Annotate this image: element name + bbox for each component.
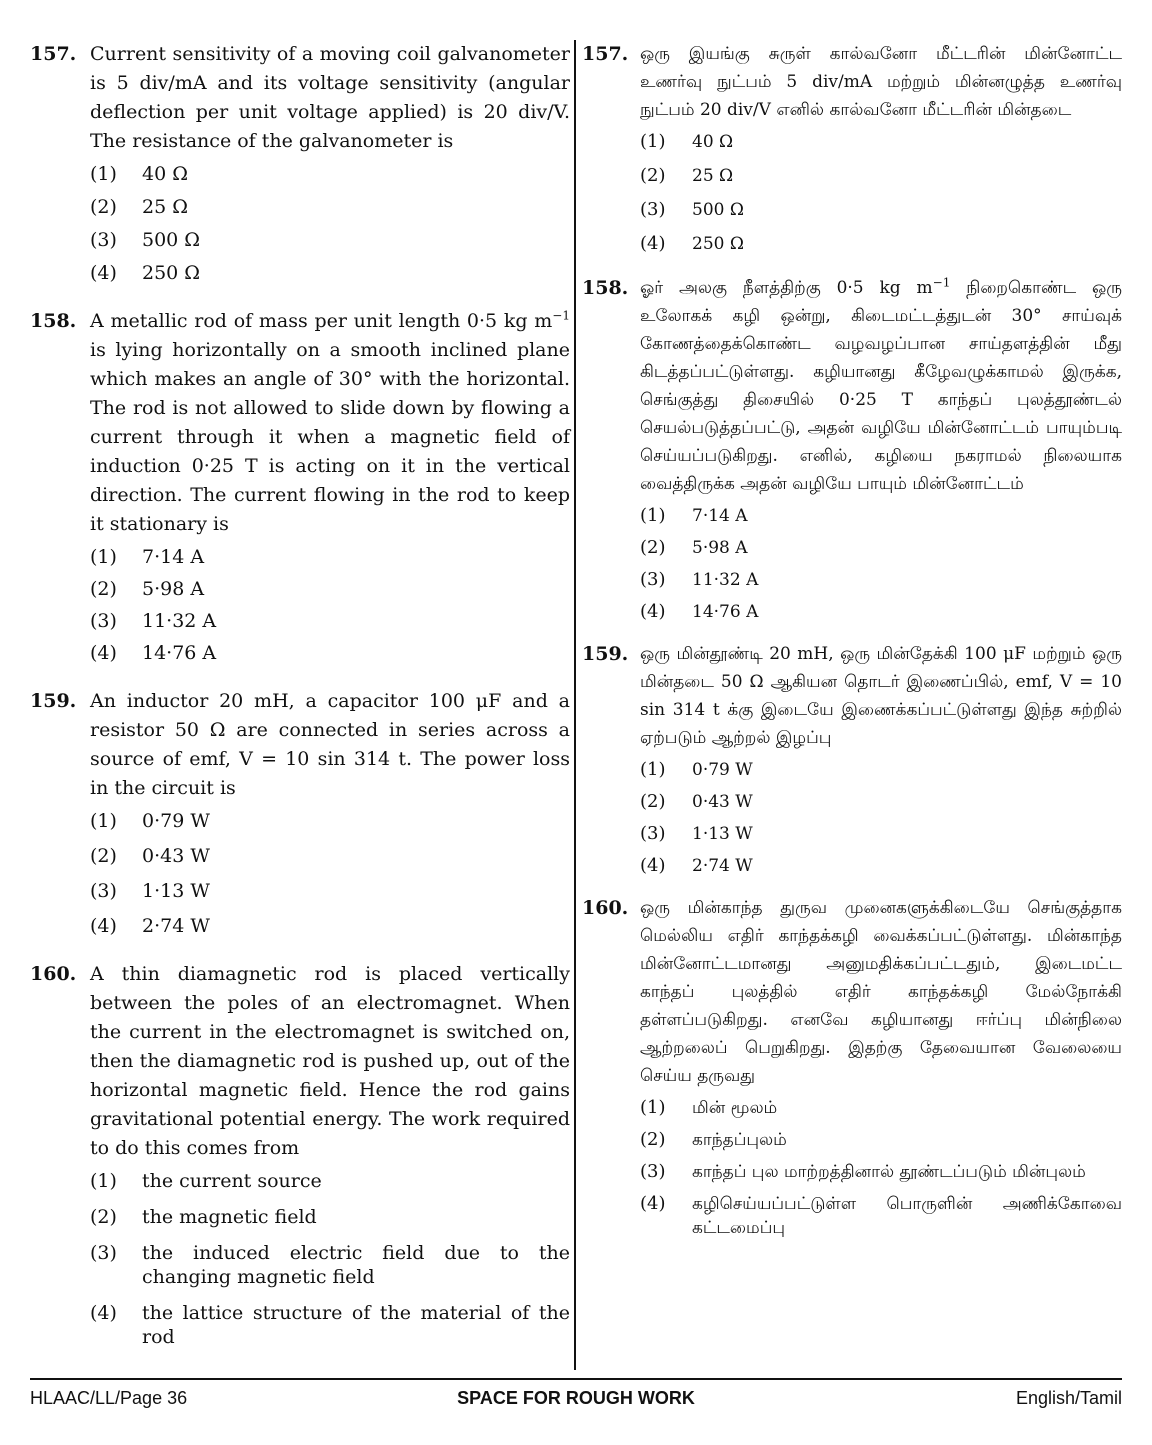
option-2[interactable]: [640, 164, 1122, 188]
option-4[interactable]: [90, 1301, 570, 1349]
options-list: [90, 1169, 570, 1349]
option-1[interactable]: [640, 130, 1122, 154]
options-list: [640, 1096, 1122, 1240]
option-1[interactable]: [640, 758, 1122, 782]
english-column: [30, 40, 570, 1349]
stem-part: நிறைகொண்ட ஒரு உலோகக் கழி ஒன்று, கிடைமட்டத்துடன் 30° சாய்வுக் கோணத்தைக்கொண்ட வழவழப்பான சாய்தளத்தின் மீது கிடத்தப்பட்டுள்ளது. கழியானது கீழேவழுக்காமல் இருக்க, செங்குத்து திசையில் 0·25 T காந்தப் புலத்தூண்டல் செயல்படுத்தப்பட்டு, அதன் வழியே மின்னோட்டம் பாயும்படி செய்யப்படுகிறது. எனில், கழியை நகராமல் நிலையாக வைத்திருக்க அதன் வழியே பாயும் மின்னோட்டம்: [640, 278, 1123, 494]
option-text: 0·79 W: [142, 810, 210, 832]
option-text: the magnetic field: [142, 1206, 317, 1228]
option-label: (4): [640, 601, 666, 622]
option-text: காந்தப் புல மாற்றத்தினால் தூண்டப்படும் மின்புலம்: [692, 1162, 1086, 1182]
option-label: (1): [90, 163, 117, 185]
option-text: காந்தப்புலம்: [692, 1130, 787, 1150]
option-4[interactable]: [640, 232, 1122, 256]
option-text: 11·32 A: [692, 570, 759, 590]
option-label: (4): [90, 915, 117, 937]
option-label: (1): [90, 810, 117, 832]
option-label: (2): [640, 791, 666, 812]
question-number: 158.: [582, 277, 629, 299]
stem-part: ஓர் அலகு நீளத்திற்கு 0·5 kg m: [640, 278, 933, 298]
question-number: 158.: [30, 310, 77, 332]
option-4[interactable]: [640, 600, 1122, 624]
option-text: 40 Ω: [692, 132, 734, 152]
stem-part: A metallic rod of mass per unit length 0·5 kg m: [90, 310, 553, 332]
option-label: (4): [90, 262, 117, 284]
footer-page-code: HLAAC/LL/Page 36: [30, 1388, 188, 1408]
option-text: 1·13 W: [692, 824, 753, 844]
option-3[interactable]: [90, 1241, 570, 1289]
question-stem: Current sensitivity of a moving coil galvanometer is 5 div/mA and its voltage sensitivity (angular deflection per unit voltage applied) is 20 div/V. The resistance of the galvanometer is: [90, 43, 570, 152]
question-stem: ஒரு மின்காந்த துருவ முனைகளுக்கிடையே செங்குத்தாக மெல்லிய எதிர் காந்தக்கழி வைக்கப்பட்டுள்ளது. மின்காந்த மின்னோட்டமானது அனுமதிக்கப்பட்டதும், இடைமட்ட காந்தப் புலத்தில் எதிர் காந்தக்கழி மேல்நோக்கி தள்ளப்படுகிறது. எனவே கழியானது ஈர்ப்பு மின்நிலை ஆற்றலைப் பெறுகிறது. இதற்கு தேவையான வேலையை செய்ய தருவது: [640, 898, 1122, 1086]
option-4[interactable]: [90, 914, 570, 938]
question-number: 160.: [582, 897, 629, 919]
option-2[interactable]: [640, 536, 1122, 560]
option-label: (1): [90, 546, 117, 568]
option-2[interactable]: [90, 844, 570, 868]
question-stem: An inductor 20 mH, a capacitor 100 μF and a resistor 50 Ω are connected in series across a source of emf, V = 10 sin 314 t. The power loss in the circuit is: [90, 690, 570, 799]
question-160-en: [30, 960, 570, 1349]
option-text: 7·14 A: [692, 506, 748, 526]
option-label: (4): [640, 233, 666, 254]
option-text: 250 Ω: [692, 234, 744, 254]
option-text: 25 Ω: [692, 166, 734, 186]
question-157-ta: [582, 40, 1122, 256]
options-list: [640, 130, 1122, 256]
option-3[interactable]: [640, 568, 1122, 592]
option-label: (4): [90, 642, 117, 664]
options-list: [90, 162, 570, 285]
option-3[interactable]: [640, 198, 1122, 222]
question-number: 157.: [30, 43, 77, 65]
options-list: [90, 809, 570, 938]
question-number: 160.: [30, 963, 77, 985]
option-text: 250 Ω: [142, 262, 201, 284]
option-label: (4): [640, 1193, 666, 1214]
question-158-ta: [582, 274, 1122, 624]
option-label: (3): [640, 823, 666, 844]
option-label: (3): [90, 610, 117, 632]
option-text: 11·32 A: [142, 610, 217, 632]
superscript: −1: [932, 275, 951, 290]
page-footer: [30, 1388, 1122, 1418]
option-label: (2): [640, 537, 666, 558]
option-3[interactable]: [90, 609, 570, 633]
question-stem: ஒரு மின்தூண்டி 20 mH, ஒரு மின்தேக்கி 100 μF மற்றும் ஒரு மின்தடை 50 Ω ஆகியன தொடர் இணைப்பில், emf, V = 10 sin 314 t க்கு இடையே இணைக்கப்பட்டுள்ளது இந்த சுற்றில் ஏற்படும் ஆற்றல் இழப்பு: [640, 644, 1122, 748]
option-label: (2): [90, 196, 117, 218]
question-159-ta: [582, 640, 1122, 878]
option-text: 500 Ω: [142, 229, 201, 251]
option-1[interactable]: [640, 1096, 1122, 1120]
question-stem: [640, 274, 1122, 498]
option-label: (1): [90, 1170, 117, 1192]
option-text: 500 Ω: [692, 200, 744, 220]
option-2[interactable]: [90, 577, 570, 601]
option-text: மின் மூலம்: [692, 1098, 778, 1118]
option-text: 25 Ω: [142, 196, 188, 218]
question-159-en: [30, 687, 570, 938]
option-text: கழிசெய்யப்பட்டுள்ள பொருளின் அணிக்கோவை கட்டமைப்பு: [692, 1194, 1122, 1238]
option-text: 2·74 W: [692, 856, 753, 876]
question-stem: A thin diamagnetic rod is placed vertically between the poles of an electromagnet. When the current in the electromagnet is switched on, then the diamagnetic rod is pushed up, out of the horizontal magnetic field. Hence the rod gains gravitational potential energy. The work required to do this comes from: [90, 963, 570, 1159]
option-text: 40 Ω: [142, 163, 188, 185]
option-3[interactable]: [90, 228, 570, 252]
options-list: [90, 545, 570, 665]
option-text: the lattice structure of the material of the rod: [142, 1302, 570, 1348]
question-number: 159.: [30, 690, 77, 712]
option-1[interactable]: [90, 162, 570, 186]
option-text: 0·43 W: [142, 845, 210, 867]
tamil-column: [582, 40, 1122, 1240]
option-1[interactable]: [90, 1169, 570, 1193]
option-1[interactable]: [640, 504, 1122, 528]
option-label: (1): [640, 1097, 666, 1118]
option-1[interactable]: [90, 545, 570, 569]
option-text: 7·14 A: [142, 546, 205, 568]
options-list: [640, 758, 1122, 878]
option-4[interactable]: [90, 261, 570, 285]
option-text: 2·74 W: [142, 915, 210, 937]
question-157-en: [30, 40, 570, 285]
option-2[interactable]: [90, 1205, 570, 1229]
question-stem: [90, 307, 570, 539]
option-text: 1·13 W: [142, 880, 210, 902]
option-label: (3): [90, 1242, 117, 1264]
option-label: (3): [640, 1161, 666, 1182]
option-label: (1): [640, 505, 666, 526]
option-text: 0·43 W: [692, 792, 753, 812]
option-text: 14·76 A: [142, 642, 217, 664]
option-3[interactable]: [90, 879, 570, 903]
option-label: (4): [90, 1302, 117, 1324]
question-number: 157.: [582, 43, 629, 65]
option-label: (2): [90, 578, 117, 600]
option-1[interactable]: [90, 809, 570, 833]
option-text: the current source: [142, 1170, 322, 1192]
superscript: −1: [552, 308, 570, 323]
option-4[interactable]: [640, 1192, 1122, 1240]
option-label: (1): [640, 759, 666, 780]
option-label: (3): [640, 569, 666, 590]
option-label: (4): [640, 855, 666, 876]
footer-rule: [30, 1378, 1122, 1380]
stem-part: is lying horizontally on a smooth inclined plane which makes an angle of 30° with the horizontal. The rod is not allowed to slide down by flowing a current through it when a magnetic field of induction 0·25 T is acting on it in the vertical direction. The current flowing in the rod to keep it stationary is: [90, 339, 570, 535]
option-text: 5·98 A: [142, 578, 205, 600]
option-2[interactable]: [640, 790, 1122, 814]
option-label: (3): [640, 199, 666, 220]
option-3[interactable]: [640, 1160, 1122, 1184]
option-label: (3): [90, 880, 117, 902]
option-text: 5·98 A: [692, 538, 748, 558]
option-label: (3): [90, 229, 117, 251]
question-158-en: [30, 307, 570, 665]
footer-language: English/Tamil: [1015, 1388, 1122, 1408]
footer-center-text: SPACE FOR ROUGH WORK: [457, 1388, 695, 1408]
option-4[interactable]: [90, 641, 570, 665]
option-text: the induced electric field due to the changing magnetic field: [142, 1242, 570, 1288]
option-label: (2): [640, 1129, 666, 1150]
option-label: (1): [640, 131, 666, 152]
question-number: 159.: [582, 643, 629, 665]
option-label: (2): [90, 845, 117, 867]
question-stem: ஒரு இயங்கு சுருள் கால்வனோ மீட்டரின் மின்னோட்ட உணர்வு நுட்பம் 5 div/mA மற்றும் மின்னழுத்த உணர்வு நுட்பம் 20 div/V எனில் கால்வனோ மீட்டரின் மின்தடை: [640, 44, 1122, 120]
option-2[interactable]: [640, 1128, 1122, 1152]
option-text: 0·79 W: [692, 760, 753, 780]
option-4[interactable]: [640, 854, 1122, 878]
question-160-ta: [582, 894, 1122, 1240]
option-2[interactable]: [90, 195, 570, 219]
column-divider: [574, 40, 576, 1370]
option-label: (2): [90, 1206, 117, 1228]
option-text: 14·76 A: [692, 602, 759, 622]
option-label: (2): [640, 165, 666, 186]
options-list: [640, 504, 1122, 624]
option-3[interactable]: [640, 822, 1122, 846]
